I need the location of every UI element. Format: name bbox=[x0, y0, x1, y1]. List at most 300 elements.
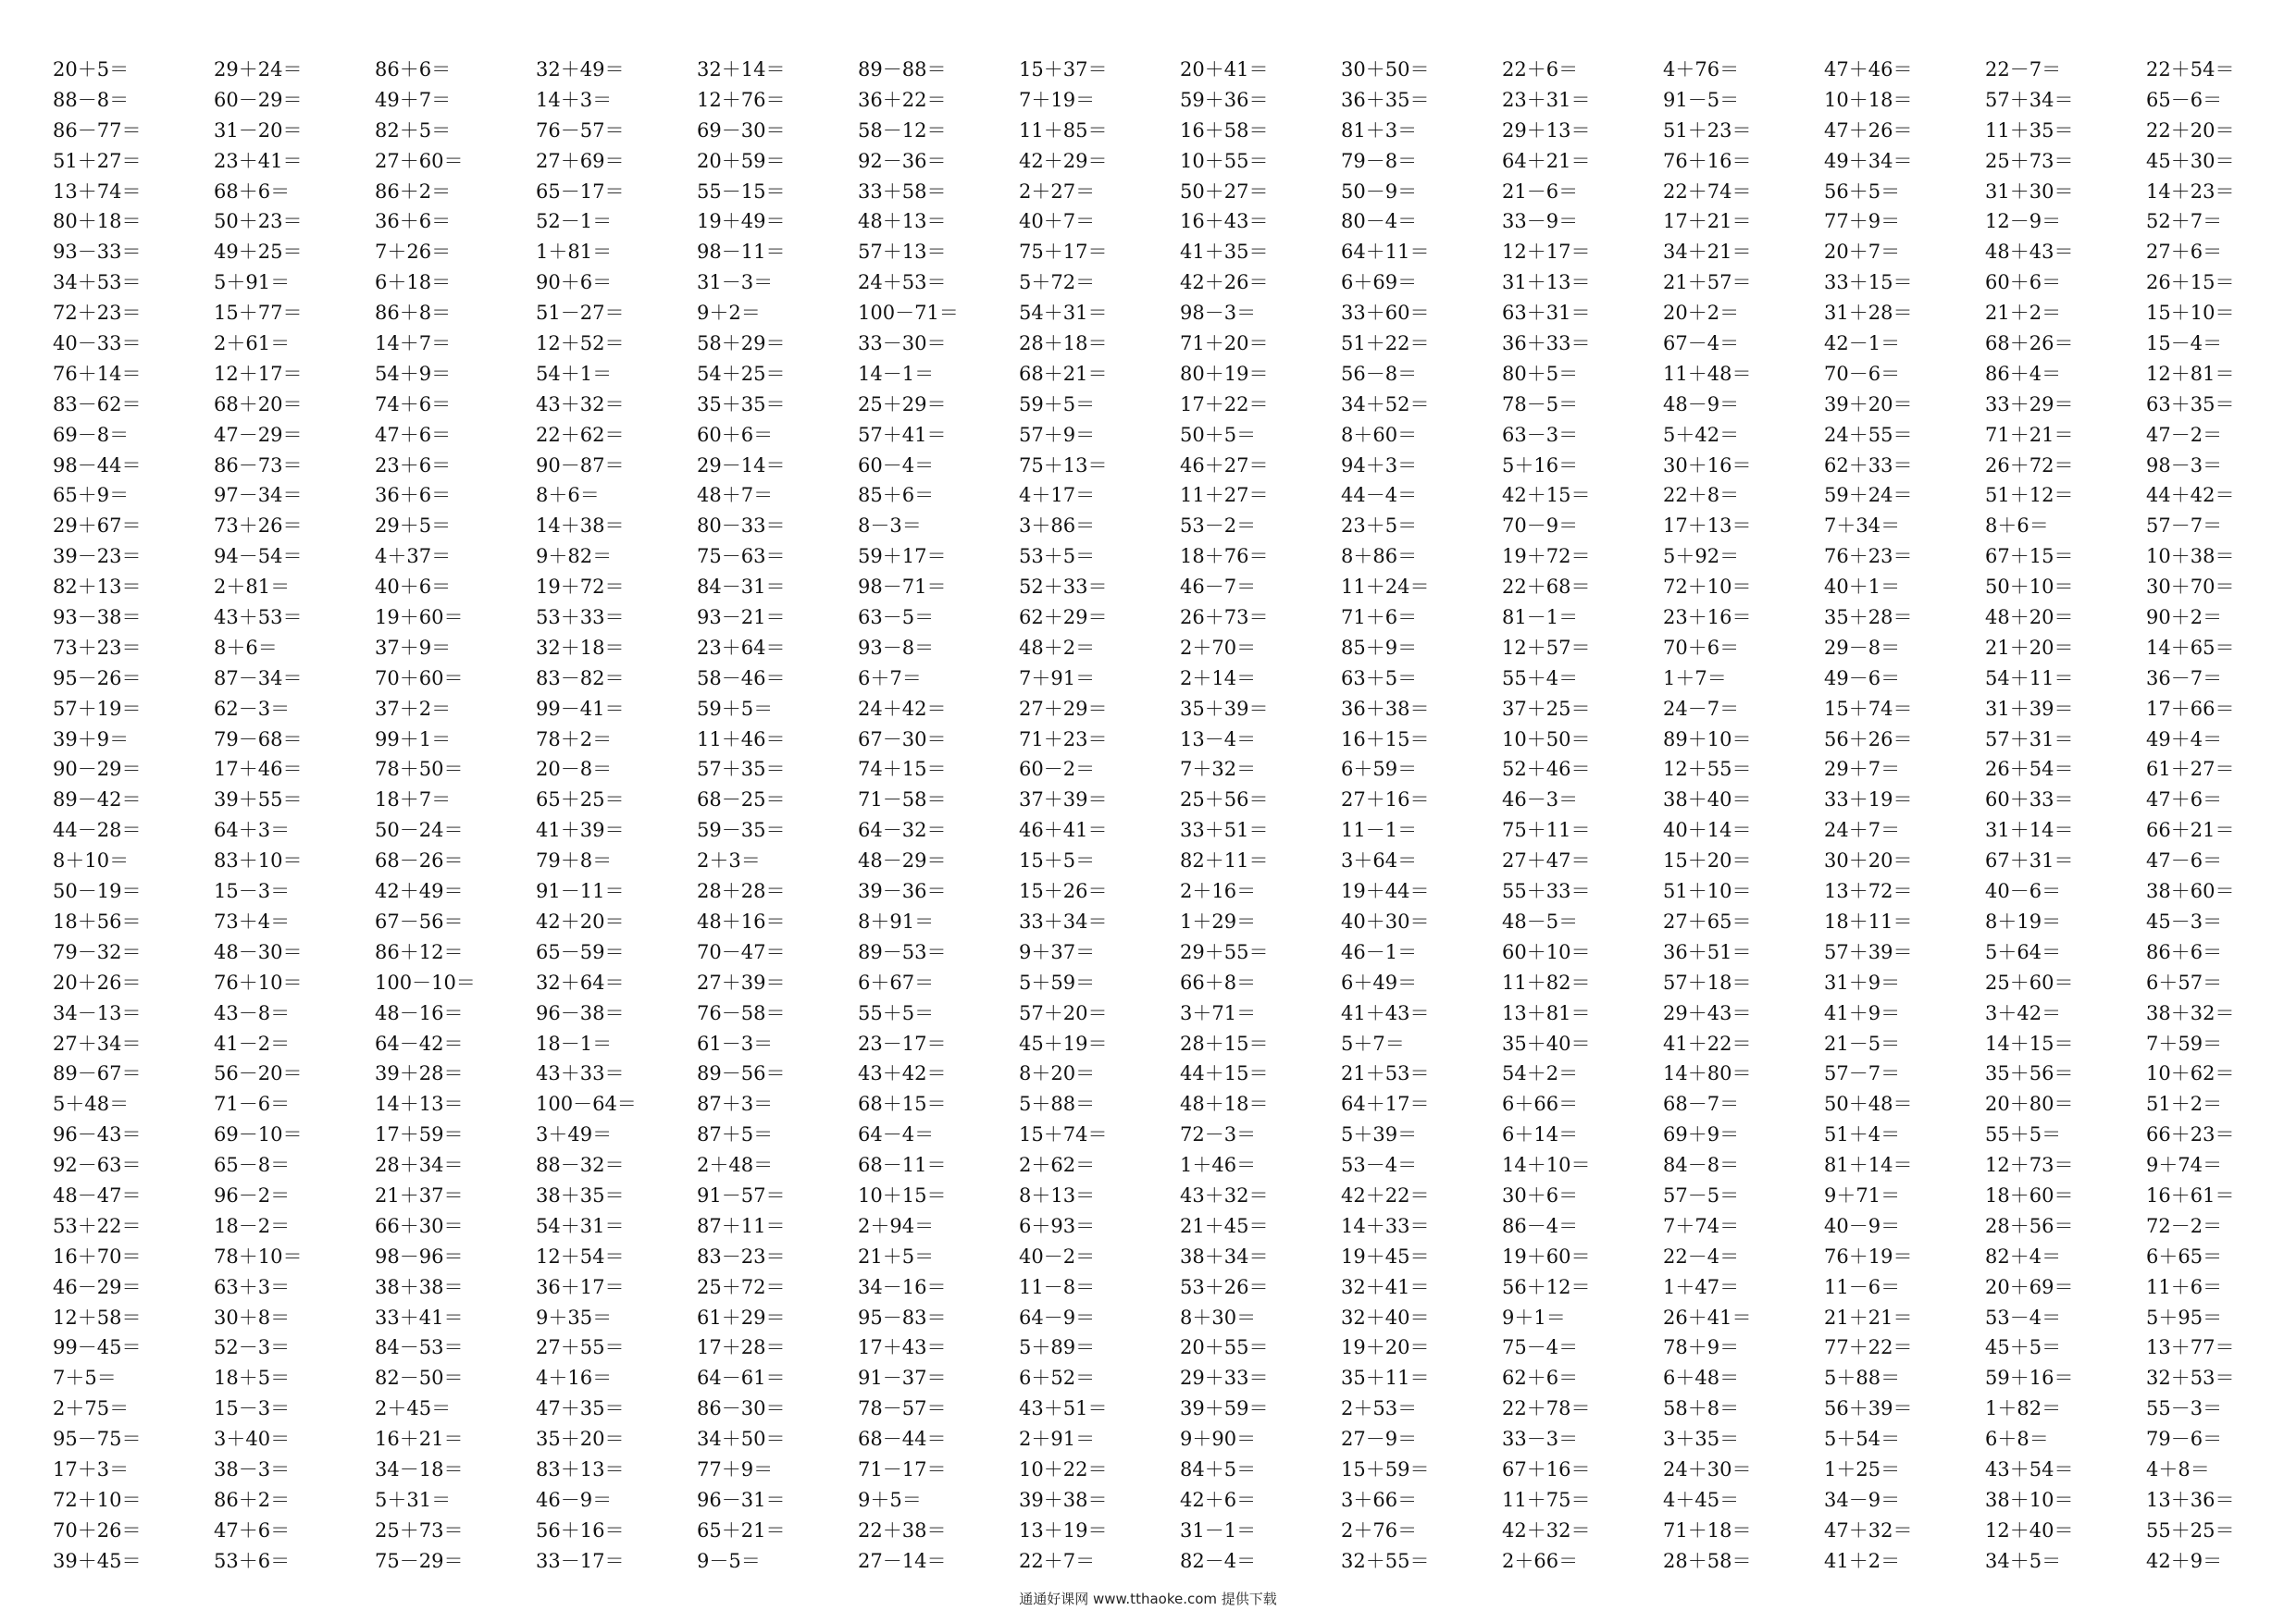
problem-cell: 52－3＝ bbox=[214, 1336, 291, 1359]
problem-cell: 22＋78＝ bbox=[1502, 1397, 1591, 1420]
problem-cell: 76＋14＝ bbox=[53, 362, 142, 385]
problem-cell: 86－73＝ bbox=[214, 453, 303, 477]
problem-cell: 26＋54＝ bbox=[1985, 758, 2074, 781]
problem-cell: 19＋72＝ bbox=[1502, 545, 1591, 568]
problem-cell: 41＋43＝ bbox=[1341, 1001, 1430, 1024]
problem-cell: 14＋65＝ bbox=[2146, 636, 2235, 659]
problem-cell: 63＋31＝ bbox=[1502, 302, 1591, 325]
problem-cell: 19＋72＝ bbox=[536, 576, 625, 599]
problem-cell: 19＋20＝ bbox=[1341, 1336, 1430, 1359]
arithmetic-worksheet bbox=[53, 55, 2274, 1577]
problem-cell: 7＋74＝ bbox=[1663, 1214, 1740, 1237]
problem-cell: 72＋10＝ bbox=[1663, 576, 1752, 599]
problem-cell: 43＋53＝ bbox=[214, 606, 303, 629]
problem-cell: 61－3＝ bbox=[697, 1032, 774, 1055]
problem-cell: 26＋15＝ bbox=[2146, 271, 2235, 294]
problem-cell: 32＋41＝ bbox=[1341, 1275, 1430, 1298]
problem-cell: 56＋12＝ bbox=[1502, 1275, 1591, 1298]
problem-cell: 71－58＝ bbox=[858, 788, 947, 812]
problem-cell: 60＋6＝ bbox=[1985, 271, 2062, 294]
problem-cell: 65－17＝ bbox=[536, 180, 625, 203]
problem-cell: 76＋10＝ bbox=[214, 971, 303, 994]
problem-cell: 20＋59＝ bbox=[697, 149, 786, 172]
problem-cell: 31＋13＝ bbox=[1502, 271, 1591, 294]
problem-cell: 25＋73＝ bbox=[375, 1518, 464, 1542]
problem-cell: 81＋14＝ bbox=[1824, 1154, 1913, 1177]
problem-cell: 48＋16＝ bbox=[697, 910, 786, 933]
problem-cell: 35＋40＝ bbox=[1502, 1032, 1591, 1055]
problem-cell: 53＋22＝ bbox=[53, 1214, 142, 1237]
problem-cell: 9＋37＝ bbox=[1019, 940, 1096, 963]
problem-cell: 73＋26＝ bbox=[214, 514, 303, 538]
problem-cell: 53－2＝ bbox=[1180, 514, 1257, 538]
problem-cell: 54＋31＝ bbox=[1019, 302, 1108, 325]
problem-cell: 44＋15＝ bbox=[1180, 1062, 1269, 1085]
problem-cell: 21＋5＝ bbox=[858, 1245, 935, 1268]
problem-cell: 57－5＝ bbox=[1663, 1183, 1740, 1207]
problem-cell: 92－36＝ bbox=[858, 149, 947, 172]
problem-cell: 8＋6＝ bbox=[214, 636, 278, 659]
problem-cell: 13＋77＝ bbox=[2146, 1336, 2235, 1359]
problem-cell: 31－3＝ bbox=[697, 271, 774, 294]
problem-cell: 98－3＝ bbox=[2146, 453, 2223, 477]
problem-cell: 41＋39＝ bbox=[536, 819, 625, 842]
problem-cell: 20－8＝ bbox=[536, 758, 613, 781]
problem-cell: 29－8＝ bbox=[1824, 636, 1901, 659]
problem-cell: 26＋72＝ bbox=[1985, 453, 2074, 477]
problem-cell: 59＋36＝ bbox=[1180, 88, 1269, 111]
problem-cell: 38＋60＝ bbox=[2146, 880, 2235, 903]
problem-cell: 39－36＝ bbox=[858, 880, 947, 903]
problem-cell: 38＋10＝ bbox=[1985, 1488, 2074, 1511]
problem-cell: 76－57＝ bbox=[536, 118, 625, 142]
problem-cell: 56＋26＝ bbox=[1824, 727, 1913, 750]
problem-cell: 79－6＝ bbox=[2146, 1428, 2223, 1451]
problem-cell: 82＋13＝ bbox=[53, 576, 142, 599]
problem-cell: 79－8＝ bbox=[1341, 149, 1418, 172]
problem-cell: 34－13＝ bbox=[53, 1001, 142, 1024]
problem-cell: 28＋18＝ bbox=[1019, 332, 1108, 355]
problem-cell: 43－8＝ bbox=[214, 1001, 291, 1024]
problem-cell: 16＋43＝ bbox=[1180, 210, 1269, 233]
problem-cell: 11＋85＝ bbox=[1019, 118, 1108, 142]
problem-cell: 91－37＝ bbox=[858, 1367, 947, 1390]
problem-cell: 33＋60＝ bbox=[1341, 302, 1430, 325]
problem-cell: 52＋46＝ bbox=[1502, 758, 1591, 781]
problem-cell: 30＋50＝ bbox=[1341, 58, 1430, 81]
problem-cell: 14－1＝ bbox=[858, 362, 935, 385]
problem-cell: 2＋61＝ bbox=[214, 332, 291, 355]
problem-cell: 64＋11＝ bbox=[1341, 241, 1430, 264]
problem-cell: 14＋7＝ bbox=[375, 332, 452, 355]
problem-cell: 38＋35＝ bbox=[536, 1183, 625, 1207]
problem-cell: 26＋73＝ bbox=[1180, 606, 1269, 629]
problem-cell: 50＋27＝ bbox=[1180, 180, 1269, 203]
problem-cell: 1＋47＝ bbox=[1663, 1275, 1740, 1298]
problem-cell: 94＋3＝ bbox=[1341, 453, 1418, 477]
problem-cell: 42＋29＝ bbox=[1019, 149, 1108, 172]
problem-cell: 6＋49＝ bbox=[1341, 971, 1418, 994]
problem-cell: 68＋6＝ bbox=[214, 180, 291, 203]
problem-cell: 68＋20＝ bbox=[214, 392, 303, 415]
problem-cell: 24－7＝ bbox=[1663, 697, 1740, 720]
footer-credit: 通通好课网 www.tthaoke.com 提供下载 bbox=[1019, 1591, 1277, 1607]
problem-cell: 86＋6＝ bbox=[375, 58, 452, 81]
problem-cell: 59＋17＝ bbox=[858, 545, 947, 568]
problem-cell: 23＋64＝ bbox=[697, 636, 786, 659]
problem-cell: 54＋2＝ bbox=[1502, 1062, 1579, 1085]
problem-cell: 47＋26＝ bbox=[1824, 118, 1913, 142]
problem-cell: 63－5＝ bbox=[858, 606, 935, 629]
problem-cell: 5＋88＝ bbox=[1019, 1093, 1096, 1116]
problem-cell: 31－1＝ bbox=[1180, 1518, 1257, 1542]
problem-cell: 54＋1＝ bbox=[536, 362, 613, 385]
problem-cell: 48－47＝ bbox=[53, 1183, 142, 1207]
problem-cell: 11－8＝ bbox=[1019, 1275, 1096, 1298]
problem-cell: 86－77＝ bbox=[53, 118, 142, 142]
problem-cell: 24＋55＝ bbox=[1824, 423, 1913, 446]
problem-cell: 51＋12＝ bbox=[1985, 484, 2074, 507]
problem-cell: 71＋6＝ bbox=[1341, 606, 1418, 629]
problem-cell: 29－14＝ bbox=[697, 453, 786, 477]
problem-cell: 12＋40＝ bbox=[1985, 1518, 2074, 1542]
problem-cell: 2＋62＝ bbox=[1019, 1154, 1096, 1177]
problem-cell: 4＋37＝ bbox=[375, 545, 452, 568]
problem-cell: 50＋48＝ bbox=[1824, 1093, 1913, 1116]
problem-cell: 56＋16＝ bbox=[536, 1518, 625, 1542]
problem-cell: 28＋15＝ bbox=[1180, 1032, 1269, 1055]
problem-cell: 48－9＝ bbox=[1663, 392, 1740, 415]
problem-cell: 41－2＝ bbox=[214, 1032, 291, 1055]
problem-cell: 3＋42＝ bbox=[1985, 1001, 2062, 1024]
problem-cell: 64－9＝ bbox=[1019, 1306, 1096, 1329]
problem-cell: 70＋26＝ bbox=[53, 1518, 142, 1542]
problem-cell: 70－9＝ bbox=[1502, 514, 1579, 538]
problem-cell: 64－32＝ bbox=[858, 819, 947, 842]
problem-cell: 23＋41＝ bbox=[214, 149, 303, 172]
problem-cell: 59＋24＝ bbox=[1824, 484, 1913, 507]
problem-cell: 80＋5＝ bbox=[1502, 362, 1579, 385]
problem-cell: 46＋41＝ bbox=[1019, 819, 1108, 842]
problem-cell: 8＋86＝ bbox=[1341, 545, 1418, 568]
problem-cell: 74＋6＝ bbox=[375, 392, 452, 415]
problem-cell: 48－30＝ bbox=[214, 940, 303, 963]
problem-cell: 40＋6＝ bbox=[375, 576, 452, 599]
problem-cell: 12＋54＝ bbox=[536, 1245, 625, 1268]
problem-cell: 35＋20＝ bbox=[536, 1428, 625, 1451]
problem-cell: 59＋5＝ bbox=[697, 697, 774, 720]
problem-cell: 67＋15＝ bbox=[1985, 545, 2074, 568]
problem-cell: 20＋26＝ bbox=[53, 971, 142, 994]
problem-cell: 6＋57＝ bbox=[2146, 971, 2223, 994]
problem-cell: 39－23＝ bbox=[53, 545, 142, 568]
problem-cell: 13＋72＝ bbox=[1824, 880, 1913, 903]
problem-cell: 66＋23＝ bbox=[2146, 1123, 2235, 1146]
problem-cell: 1＋81＝ bbox=[536, 241, 613, 264]
problem-cell: 84＋5＝ bbox=[1180, 1457, 1257, 1481]
problem-cell: 2＋45＝ bbox=[375, 1397, 452, 1420]
problem-cell: 89－53＝ bbox=[858, 940, 947, 963]
problem-cell: 5＋54＝ bbox=[1824, 1428, 1901, 1451]
problem-cell: 40－2＝ bbox=[1019, 1245, 1096, 1268]
problem-cell: 21＋37＝ bbox=[375, 1183, 464, 1207]
problem-cell: 86＋6＝ bbox=[2146, 940, 2223, 963]
problem-cell: 22－4＝ bbox=[1663, 1245, 1740, 1268]
problem-cell: 17＋13＝ bbox=[1663, 514, 1752, 538]
problem-cell: 95－83＝ bbox=[858, 1306, 947, 1329]
problem-cell: 39＋28＝ bbox=[375, 1062, 464, 1085]
problem-cell: 57＋19＝ bbox=[53, 697, 142, 720]
problem-cell: 3＋40＝ bbox=[214, 1428, 291, 1451]
problem-cell: 90＋6＝ bbox=[536, 271, 613, 294]
problem-cell: 12＋58＝ bbox=[53, 1306, 142, 1329]
problem-cell: 75＋17＝ bbox=[1019, 241, 1108, 264]
problem-cell: 27＋65＝ bbox=[1663, 910, 1752, 933]
problem-cell: 82＋4＝ bbox=[1985, 1245, 2062, 1268]
problem-cell: 48＋43＝ bbox=[1985, 241, 2074, 264]
problem-cell: 17＋43＝ bbox=[858, 1336, 947, 1359]
problem-cell: 50＋5＝ bbox=[1180, 423, 1257, 446]
problem-cell: 15＋37＝ bbox=[1019, 58, 1108, 81]
problem-cell: 82－4＝ bbox=[1180, 1549, 1257, 1572]
problem-cell: 33＋34＝ bbox=[1019, 910, 1108, 933]
problem-cell: 10＋38＝ bbox=[2146, 545, 2235, 568]
problem-cell: 53－4＝ bbox=[1985, 1306, 2062, 1329]
problem-cell: 47＋46＝ bbox=[1824, 58, 1913, 81]
problem-cell: 53＋33＝ bbox=[536, 606, 625, 629]
problem-cell: 8＋91＝ bbox=[858, 910, 935, 933]
problem-cell: 15－3＝ bbox=[214, 880, 291, 903]
problem-cell: 46－9＝ bbox=[536, 1488, 613, 1511]
problem-cell: 28＋56＝ bbox=[1985, 1214, 2074, 1237]
problem-cell: 13＋74＝ bbox=[53, 180, 142, 203]
problem-cell: 41＋22＝ bbox=[1663, 1032, 1752, 1055]
problem-cell: 47－6＝ bbox=[2146, 849, 2223, 873]
problem-cell: 4＋45＝ bbox=[1663, 1488, 1740, 1511]
problem-cell: 49＋34＝ bbox=[1824, 149, 1913, 172]
problem-cell: 44－4＝ bbox=[1341, 484, 1418, 507]
problem-cell: 33＋29＝ bbox=[1985, 392, 2074, 415]
problem-cell: 76＋19＝ bbox=[1824, 1245, 1913, 1268]
problem-cell: 2＋53＝ bbox=[1341, 1397, 1418, 1420]
problem-cell: 68－26＝ bbox=[375, 849, 464, 873]
problem-cell: 3＋64＝ bbox=[1341, 849, 1418, 873]
problem-cell: 27＋69＝ bbox=[536, 149, 625, 172]
problem-cell: 32＋40＝ bbox=[1341, 1306, 1430, 1329]
problem-cell: 9＋5＝ bbox=[858, 1488, 922, 1511]
problem-cell: 13－4＝ bbox=[1180, 727, 1257, 750]
problem-cell: 78＋50＝ bbox=[375, 758, 464, 781]
problem-cell: 41＋9＝ bbox=[1824, 1001, 1901, 1024]
problem-cell: 17＋46＝ bbox=[214, 758, 303, 781]
problem-cell: 65＋25＝ bbox=[536, 788, 625, 812]
problem-cell: 36＋51＝ bbox=[1663, 940, 1752, 963]
problem-cell: 51＋2＝ bbox=[2146, 1093, 2223, 1116]
problem-cell: 29＋67＝ bbox=[53, 514, 142, 538]
problem-cell: 41＋2＝ bbox=[1824, 1549, 1901, 1572]
problem-cell: 3＋71＝ bbox=[1180, 1001, 1257, 1024]
problem-cell: 15＋20＝ bbox=[1663, 849, 1752, 873]
problem-cell: 22＋7＝ bbox=[1019, 1549, 1096, 1572]
problem-cell: 60＋10＝ bbox=[1502, 940, 1591, 963]
problem-cell: 89－42＝ bbox=[53, 788, 142, 812]
problem-cell: 93－21＝ bbox=[697, 606, 786, 629]
problem-cell: 36＋6＝ bbox=[375, 210, 452, 233]
problem-cell: 14＋13＝ bbox=[375, 1093, 464, 1116]
problem-cell: 33＋15＝ bbox=[1824, 271, 1913, 294]
problem-cell: 1＋25＝ bbox=[1824, 1457, 1901, 1481]
problem-cell: 38＋32＝ bbox=[2146, 1001, 2235, 1024]
problem-cell: 2＋14＝ bbox=[1180, 666, 1257, 689]
problem-cell: 9＋74＝ bbox=[2146, 1154, 2223, 1177]
problem-cell: 75＋11＝ bbox=[1502, 819, 1591, 842]
problem-cell: 11＋6＝ bbox=[2146, 1275, 2223, 1298]
problem-cell: 7＋91＝ bbox=[1019, 666, 1096, 689]
problem-cell: 12－9＝ bbox=[1985, 210, 2062, 233]
problem-cell: 48＋18＝ bbox=[1180, 1093, 1269, 1116]
problem-cell: 11＋24＝ bbox=[1341, 576, 1430, 599]
problem-cell: 83－23＝ bbox=[697, 1245, 786, 1268]
problem-cell: 34＋5＝ bbox=[1985, 1549, 2062, 1572]
problem-cell: 85＋9＝ bbox=[1341, 636, 1418, 659]
problem-cell: 14＋3＝ bbox=[536, 88, 613, 111]
problem-cell: 19＋60＝ bbox=[375, 606, 464, 629]
problem-cell: 12＋81＝ bbox=[2146, 362, 2235, 385]
problem-cell: 43＋32＝ bbox=[536, 392, 625, 415]
problem-cell: 100－10＝ bbox=[375, 971, 476, 994]
problem-cell: 14＋38＝ bbox=[536, 514, 625, 538]
problem-cell: 18＋11＝ bbox=[1824, 910, 1913, 933]
problem-cell: 10＋50＝ bbox=[1502, 727, 1591, 750]
problem-cell: 23－17＝ bbox=[858, 1032, 947, 1055]
problem-cell: 2＋16＝ bbox=[1180, 880, 1257, 903]
problem-cell: 99＋1＝ bbox=[375, 727, 452, 750]
problem-cell: 11＋75＝ bbox=[1502, 1488, 1591, 1511]
problem-cell: 57＋9＝ bbox=[1019, 423, 1096, 446]
problem-cell: 55＋5＝ bbox=[858, 1001, 935, 1024]
problem-cell: 21＋53＝ bbox=[1341, 1062, 1430, 1085]
problem-cell: 74＋15＝ bbox=[858, 758, 947, 781]
problem-cell: 78－5＝ bbox=[1502, 392, 1579, 415]
problem-cell: 89＋10＝ bbox=[1663, 727, 1752, 750]
problem-cell: 60＋6＝ bbox=[697, 423, 774, 446]
problem-cell: 70＋60＝ bbox=[375, 666, 464, 689]
problem-cell: 34－9＝ bbox=[1824, 1488, 1901, 1511]
problem-cell: 46－29＝ bbox=[53, 1275, 142, 1298]
problem-cell: 98－71＝ bbox=[858, 576, 947, 599]
problem-cell: 12＋76＝ bbox=[697, 88, 786, 111]
problem-cell: 68－44＝ bbox=[858, 1428, 947, 1451]
problem-cell: 100－71＝ bbox=[858, 302, 959, 325]
problem-cell: 34＋52＝ bbox=[1341, 392, 1430, 415]
problem-cell: 56－20＝ bbox=[214, 1062, 303, 1085]
problem-cell: 5＋59＝ bbox=[1019, 971, 1096, 994]
problem-cell: 5＋7＝ bbox=[1341, 1032, 1405, 1055]
problem-cell: 83＋10＝ bbox=[214, 849, 303, 873]
problem-cell: 69＋9＝ bbox=[1663, 1123, 1740, 1146]
problem-cell: 65－59＝ bbox=[536, 940, 625, 963]
problem-cell: 42＋26＝ bbox=[1180, 271, 1269, 294]
problem-cell: 43＋51＝ bbox=[1019, 1397, 1108, 1420]
problem-cell: 58＋8＝ bbox=[1663, 1397, 1740, 1420]
problem-cell: 71＋20＝ bbox=[1180, 332, 1269, 355]
problem-cell: 40－6＝ bbox=[1985, 880, 2062, 903]
problem-cell: 17＋22＝ bbox=[1180, 392, 1269, 415]
problem-cell: 53＋6＝ bbox=[214, 1549, 291, 1572]
problem-cell: 29＋33＝ bbox=[1180, 1367, 1269, 1390]
problem-cell: 97－34＝ bbox=[214, 484, 303, 507]
problem-cell: 34－18＝ bbox=[375, 1457, 464, 1481]
problem-cell: 8＋6＝ bbox=[536, 484, 600, 507]
problem-cell: 69－8＝ bbox=[53, 423, 130, 446]
problem-cell: 56－8＝ bbox=[1341, 362, 1418, 385]
problem-cell: 3＋86＝ bbox=[1019, 514, 1096, 538]
problem-cell: 42＋9＝ bbox=[2146, 1549, 2223, 1572]
problem-cell: 33－30＝ bbox=[858, 332, 947, 355]
problem-cell: 8＋19＝ bbox=[1985, 910, 2062, 933]
problem-cell: 5＋72＝ bbox=[1019, 271, 1096, 294]
problem-cell: 6＋48＝ bbox=[1663, 1367, 1740, 1390]
problem-cell: 48＋20＝ bbox=[1985, 606, 2074, 629]
problem-cell: 87＋11＝ bbox=[697, 1214, 786, 1237]
problem-cell: 36＋38＝ bbox=[1341, 697, 1430, 720]
problem-cell: 5＋48＝ bbox=[53, 1093, 130, 1116]
problem-cell: 22－7＝ bbox=[1985, 58, 2062, 81]
problem-cell: 6＋69＝ bbox=[1341, 271, 1418, 294]
problem-cell: 7＋59＝ bbox=[2146, 1032, 2223, 1055]
problem-cell: 38－3＝ bbox=[214, 1457, 291, 1481]
problem-cell: 10＋18＝ bbox=[1824, 88, 1913, 111]
problem-cell: 48＋2＝ bbox=[1019, 636, 1096, 659]
problem-cell: 30＋20＝ bbox=[1824, 849, 1913, 873]
problem-cell: 100－64＝ bbox=[536, 1093, 637, 1116]
problem-cell: 57－7＝ bbox=[1824, 1062, 1901, 1085]
problem-cell: 68＋21＝ bbox=[1019, 362, 1108, 385]
problem-cell: 48－5＝ bbox=[1502, 910, 1579, 933]
problem-cell: 65－6＝ bbox=[2146, 88, 2223, 111]
problem-cell: 5＋31＝ bbox=[375, 1488, 452, 1511]
problem-cell: 20＋2＝ bbox=[1663, 302, 1740, 325]
problem-cell: 1＋82＝ bbox=[1985, 1397, 2062, 1420]
problem-cell: 15＋59＝ bbox=[1341, 1457, 1430, 1481]
problem-cell: 80＋18＝ bbox=[53, 210, 142, 233]
problem-cell: 15＋26＝ bbox=[1019, 880, 1108, 903]
problem-cell: 36＋33＝ bbox=[1502, 332, 1591, 355]
problem-cell: 51＋27＝ bbox=[53, 149, 142, 172]
problem-cell: 5＋95＝ bbox=[2146, 1306, 2223, 1329]
problem-cell: 40＋14＝ bbox=[1663, 819, 1752, 842]
problem-cell: 54＋25＝ bbox=[697, 362, 786, 385]
problem-cell: 51＋4＝ bbox=[1824, 1123, 1901, 1146]
problem-cell: 48－29＝ bbox=[858, 849, 947, 873]
problem-cell: 71－17＝ bbox=[858, 1457, 947, 1481]
problem-cell: 11－1＝ bbox=[1341, 819, 1418, 842]
problem-cell: 93－33＝ bbox=[53, 241, 142, 264]
problem-cell: 50－19＝ bbox=[53, 880, 142, 903]
problem-cell: 96－2＝ bbox=[214, 1183, 291, 1207]
problem-cell: 38＋34＝ bbox=[1180, 1245, 1269, 1268]
problem-cell: 14＋23＝ bbox=[2146, 180, 2235, 203]
problem-cell: 27＋39＝ bbox=[697, 971, 786, 994]
problem-cell: 8＋30＝ bbox=[1180, 1306, 1257, 1329]
problem-cell: 59＋16＝ bbox=[1985, 1367, 2074, 1390]
problem-cell: 54＋11＝ bbox=[1985, 666, 2074, 689]
problem-cell: 65＋9＝ bbox=[53, 484, 130, 507]
problem-cell: 6＋65＝ bbox=[2146, 1245, 2223, 1268]
problem-cell: 58－46＝ bbox=[697, 666, 786, 689]
problem-cell: 9＋71＝ bbox=[1824, 1183, 1901, 1207]
problem-cell: 51－27＝ bbox=[536, 302, 625, 325]
